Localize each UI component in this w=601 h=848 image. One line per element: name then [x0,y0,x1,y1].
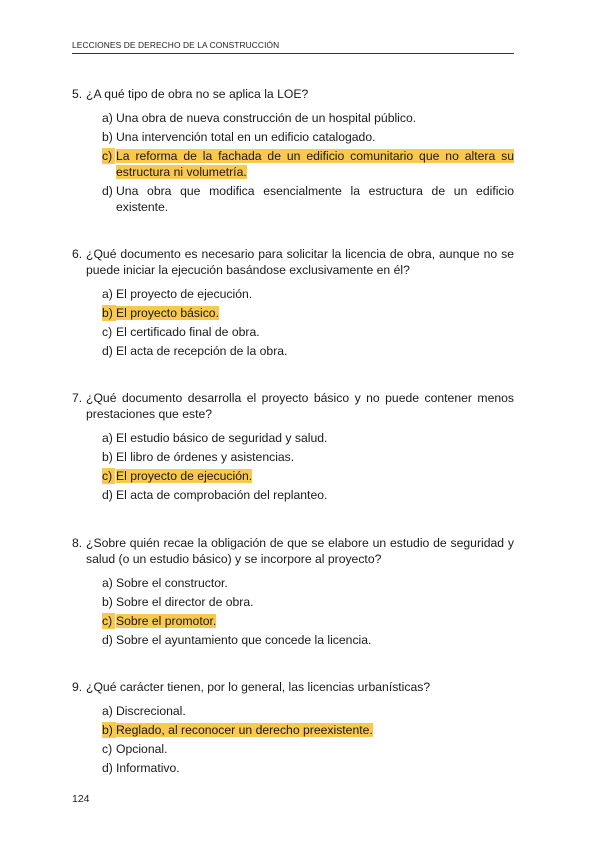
option-text: El acta de comprobación del replanteo. [116,488,328,502]
question-stem [72,535,514,567]
question-7 [72,390,514,503]
question-text: ¿A qué tipo de obra no se aplica la LOE? [86,87,309,101]
option-letter: b) [102,450,113,464]
option-letter: d) [102,184,113,198]
option-letter: a) [102,111,113,125]
option-list [72,703,514,776]
question-text: ¿Qué documento desarrolla el proyecto básico y no puede contener menos prestaciones que este? [86,391,514,421]
option-text: Sobre el director de obra. [116,595,254,609]
option-letter: a) [102,431,113,445]
option-c [102,324,514,340]
question-number: 5. [72,87,83,101]
option-a [102,703,514,719]
option-text: El proyecto de ejecución. [116,287,253,301]
option-b [102,594,514,610]
option-list [72,430,514,503]
question-list [72,86,514,806]
option-b [102,449,514,465]
question-number: 9. [72,680,83,694]
running-header: LECCIONES DE DERECHO DE LA CONSTRUCCIÓN [72,40,280,50]
option-text: El estudio básico de seguridad y salud. [116,431,328,445]
question-stem [72,390,514,422]
option-letter: c) [102,468,115,484]
header-rule [72,53,514,54]
option-text: Una obra de nueva construcción de un hospital público. [116,111,417,125]
option-c-correct [102,148,514,180]
question-5 [72,86,514,215]
option-letter: a) [102,576,113,590]
question-text: ¿Qué carácter tienen, por lo general, las licencias urbanísticas? [86,680,431,694]
option-letter: c) [102,742,113,756]
option-text: El proyecto básico. [116,306,219,320]
option-letter: d) [102,761,113,775]
option-letter: b) [102,130,113,144]
option-text: Sobre el promotor. [116,614,217,628]
option-a [102,430,514,446]
question-number: 8. [72,536,83,550]
option-text: Reglado, al reconocer un derecho preexistente. [116,723,373,737]
option-d [102,760,514,776]
question-6 [72,246,514,359]
option-list [72,110,514,215]
option-b [102,129,514,145]
question-number: 7. [72,391,83,405]
option-text: La reforma de la fachada de un edificio comunitario que no altera su estructura ni volumetría. [116,149,514,179]
option-b-correct [102,722,514,738]
question-stem [72,679,514,695]
option-d [102,343,514,359]
option-letter: d) [102,344,113,358]
option-d [102,487,514,503]
option-letter: c) [102,325,113,339]
option-text: Discrecional. [116,704,186,718]
option-d [102,632,514,648]
option-letter: a) [102,287,113,301]
option-letter: b) [102,595,113,609]
option-list [72,286,514,359]
option-text: Una obra que modifica esencialmente la estructura de un edificio existente. [116,184,514,214]
option-text: El acta de recepción de la obra. [116,344,288,358]
question-stem [72,86,514,102]
option-c [102,741,514,757]
option-c-correct [102,468,514,484]
option-list [72,575,514,648]
option-text: Informativo. [116,761,180,775]
option-text: El libro de órdenes y asistencias. [116,450,295,464]
option-letter: c) [102,148,115,164]
question-text: ¿Qué documento es necesario para solicitar la licencia de obra, aunque no se puede iniciar la ejecución basándose exclusivamente en él? [86,247,514,277]
option-c-correct [102,613,514,629]
question-8 [72,535,514,648]
question-text: ¿Sobre quién recae la obligación de que se elabore un estudio de seguridad y salud (o un estudio básico) y se incorpore al proyecto? [86,536,514,566]
option-letter: a) [102,704,113,718]
option-letter: b) [102,305,116,321]
option-text: El certificado final de obra. [116,325,260,339]
option-a [102,575,514,591]
option-letter: d) [102,633,113,647]
option-a [102,286,514,302]
option-text: El proyecto de ejecución. [116,469,253,483]
option-letter: c) [102,613,115,629]
option-letter: d) [102,488,113,502]
option-text: Sobre el constructor. [116,576,228,590]
option-d [102,183,514,215]
option-text: Una intervención total en un edificio catalogado. [116,130,376,144]
option-b-correct [102,305,514,321]
option-text: Opcional. [116,742,168,756]
option-text: Sobre el ayuntamiento que concede la licencia. [116,633,372,647]
option-letter: b) [102,722,116,738]
page-number: 124 [72,793,90,805]
question-number: 6. [72,247,83,261]
question-stem [72,246,514,278]
question-9 [72,679,514,776]
option-a [102,110,514,126]
